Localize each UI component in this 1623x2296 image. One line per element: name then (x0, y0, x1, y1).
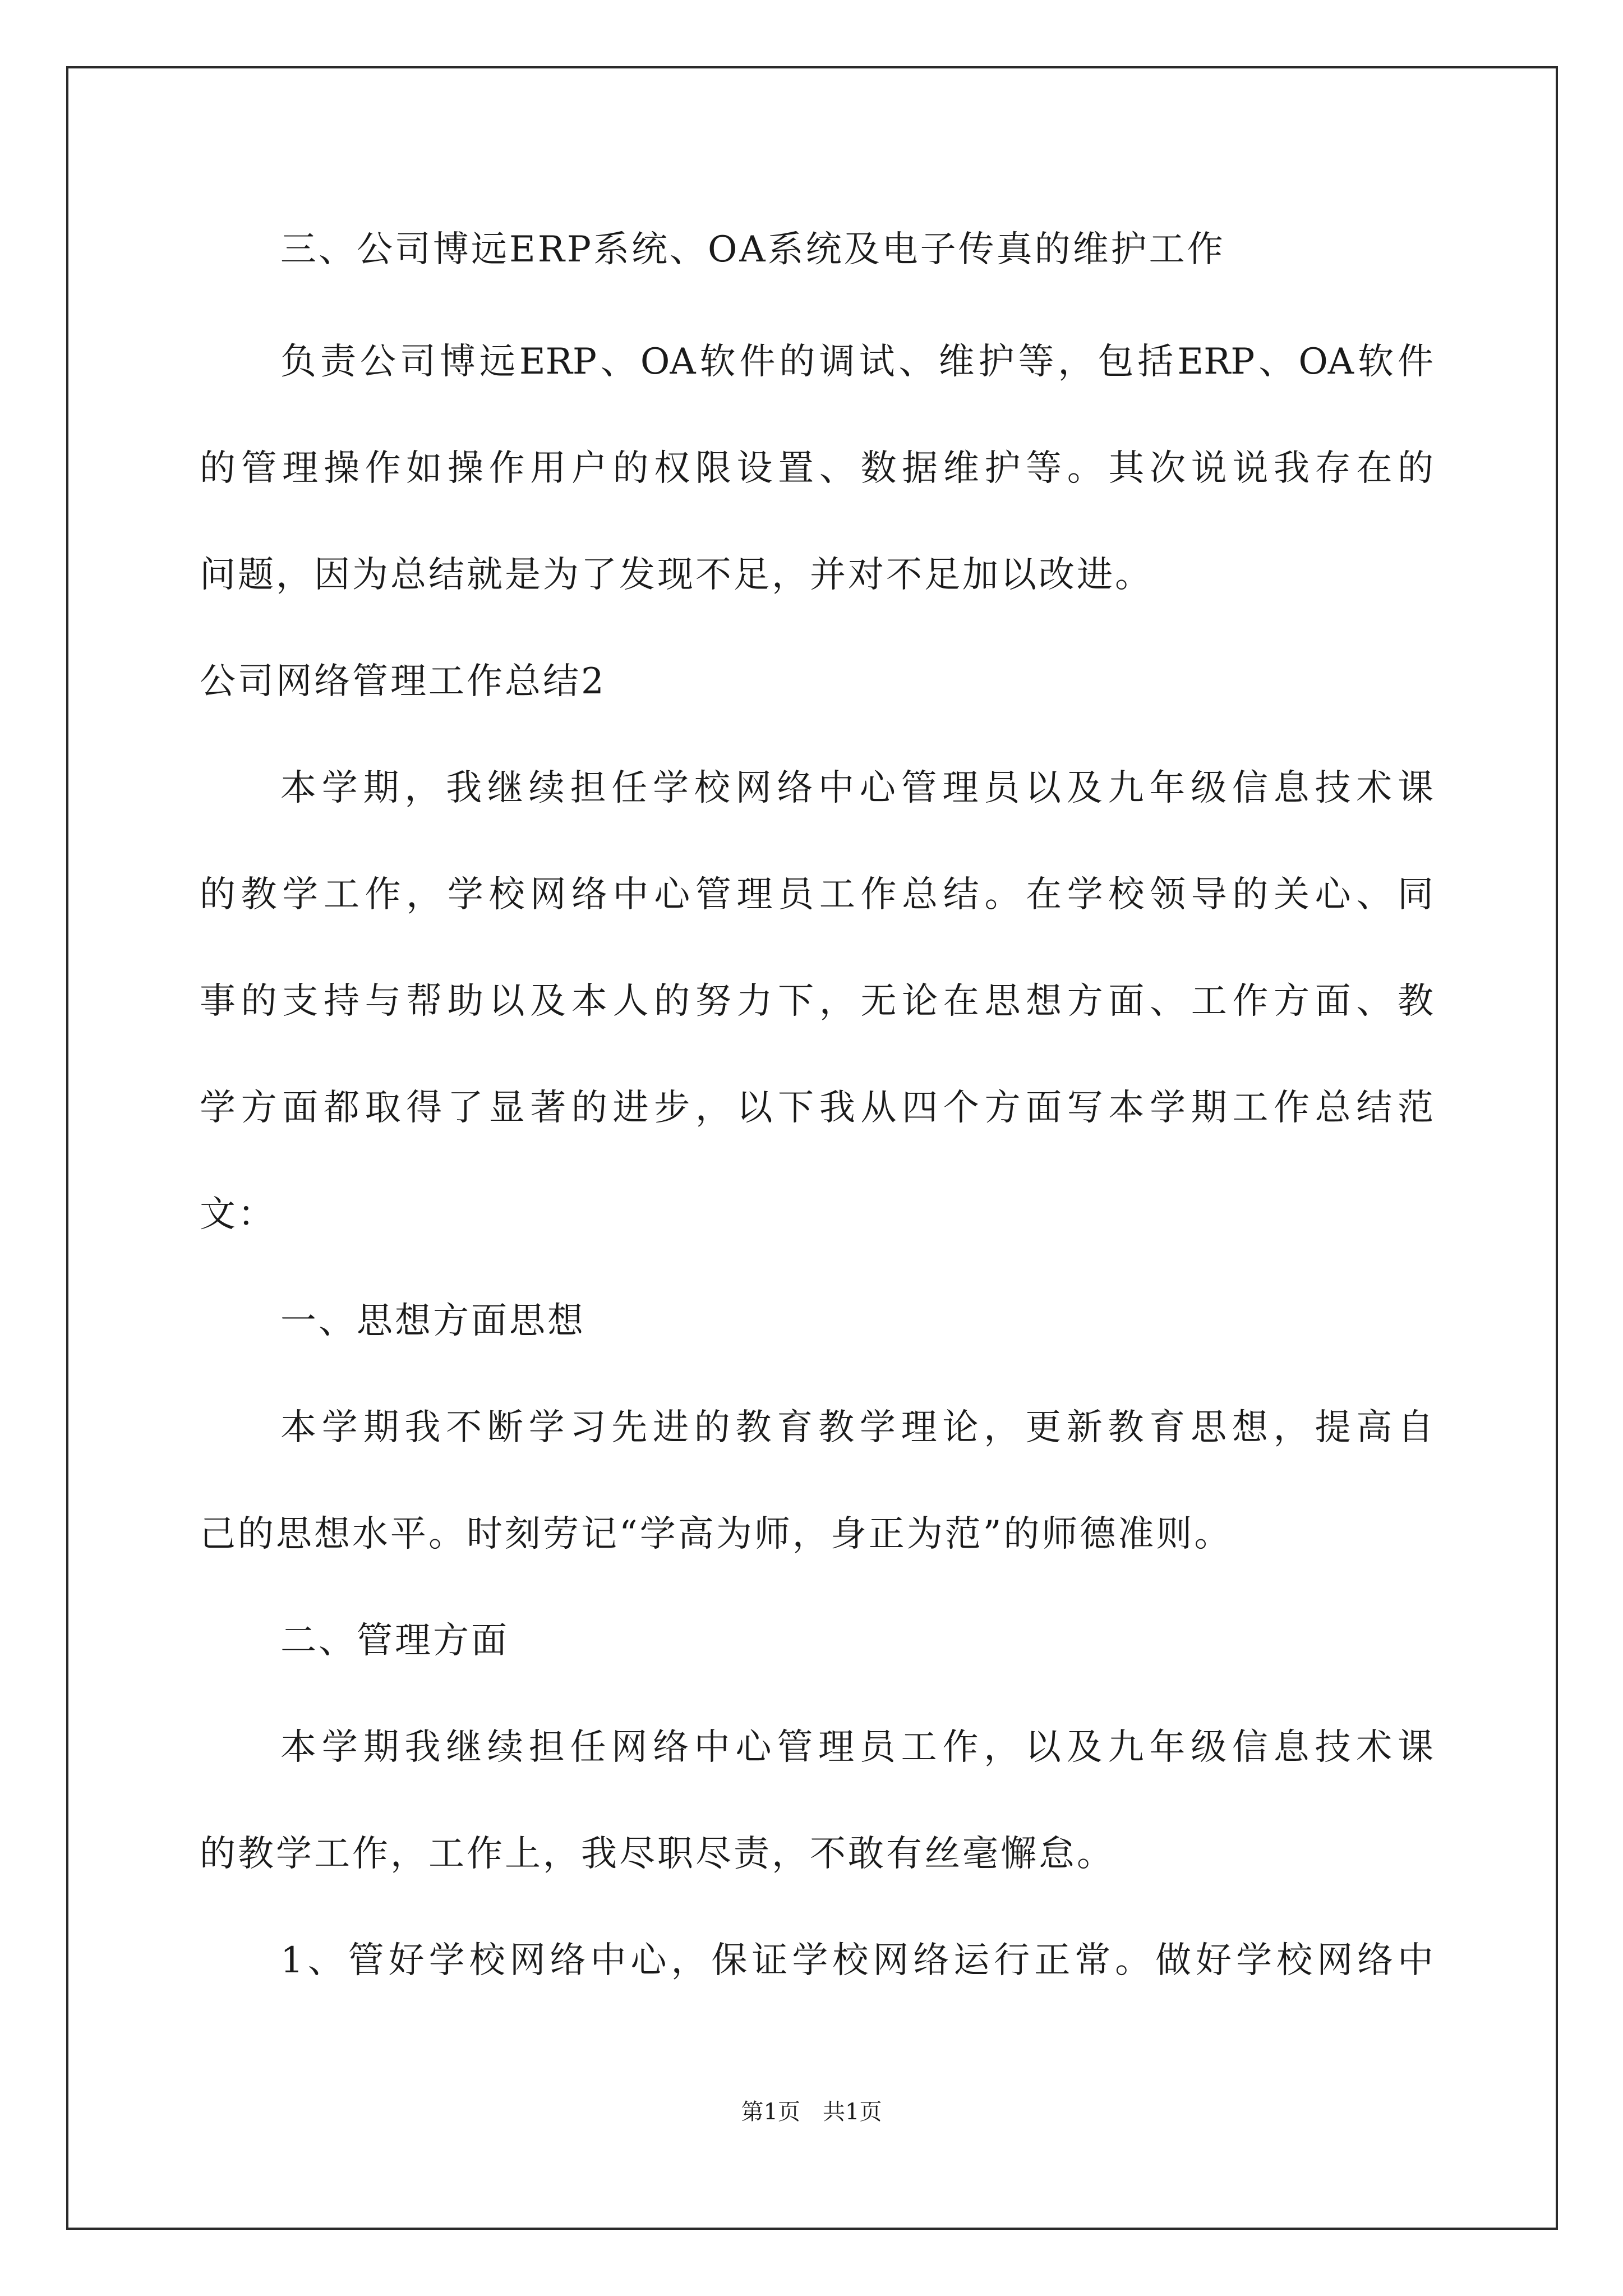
paragraph-line: 学方面都取得了显著的进步，以下我从四个方面写本学期工作总结范 (200, 1087, 1433, 1129)
paragraph-line: 的教学工作，工作上，我尽职尽责，不敢有丝毫懈怠。 (200, 1833, 1115, 1875)
paragraph-line: 己的思想水平。时刻劳记“学高为师，身正为范”的师德准则。 (200, 1513, 1233, 1555)
paragraph-line: 文： (200, 1194, 276, 1235)
section-heading: 三、公司博远ERP系统、OA系统及电子传真的维护工作 (280, 229, 1225, 270)
paragraph-line: 本学期，我继续担任学校网络中心管理员以及九年级信息技术课 (280, 767, 1433, 809)
paragraph-line: 本学期我继续担任网络中心管理员工作，以及九年级信息技术课 (280, 1727, 1433, 1768)
paragraph-line: 的教学工作，学校网络中心管理员工作总结。在学校领导的关心、同 (200, 874, 1433, 915)
paragraph-line: 本学期我不断学习先进的教育教学理论，更新教育思想，提高自 (280, 1407, 1433, 1448)
page-footer: 第1页 共1页 (741, 2099, 882, 2125)
paragraph-line: 的管理操作如操作用户的权限设置、数据维护等。其次说说我存在的 (200, 448, 1433, 489)
article-title: 公司网络管理工作总结2 (200, 661, 606, 702)
paragraph-line: 负责公司博远ERP、OA软件的调试、维护等，包括ERP、OA软件 (280, 341, 1433, 383)
paragraph-line: 事的支持与帮助以及本人的努力下，无论在思想方面、工作方面、教 (200, 981, 1433, 1022)
page-border (66, 66, 1558, 2230)
paragraph-line: 1、管好学校网络中心，保证学校网络运行正常。做好学校网络中 (280, 1940, 1433, 1981)
section-heading: 二、管理方面 (280, 1620, 509, 1662)
section-heading: 一、思想方面思想 (280, 1300, 585, 1342)
paragraph-line: 问题，因为总结就是为了发现不足，并对不足加以改进。 (200, 554, 1153, 596)
